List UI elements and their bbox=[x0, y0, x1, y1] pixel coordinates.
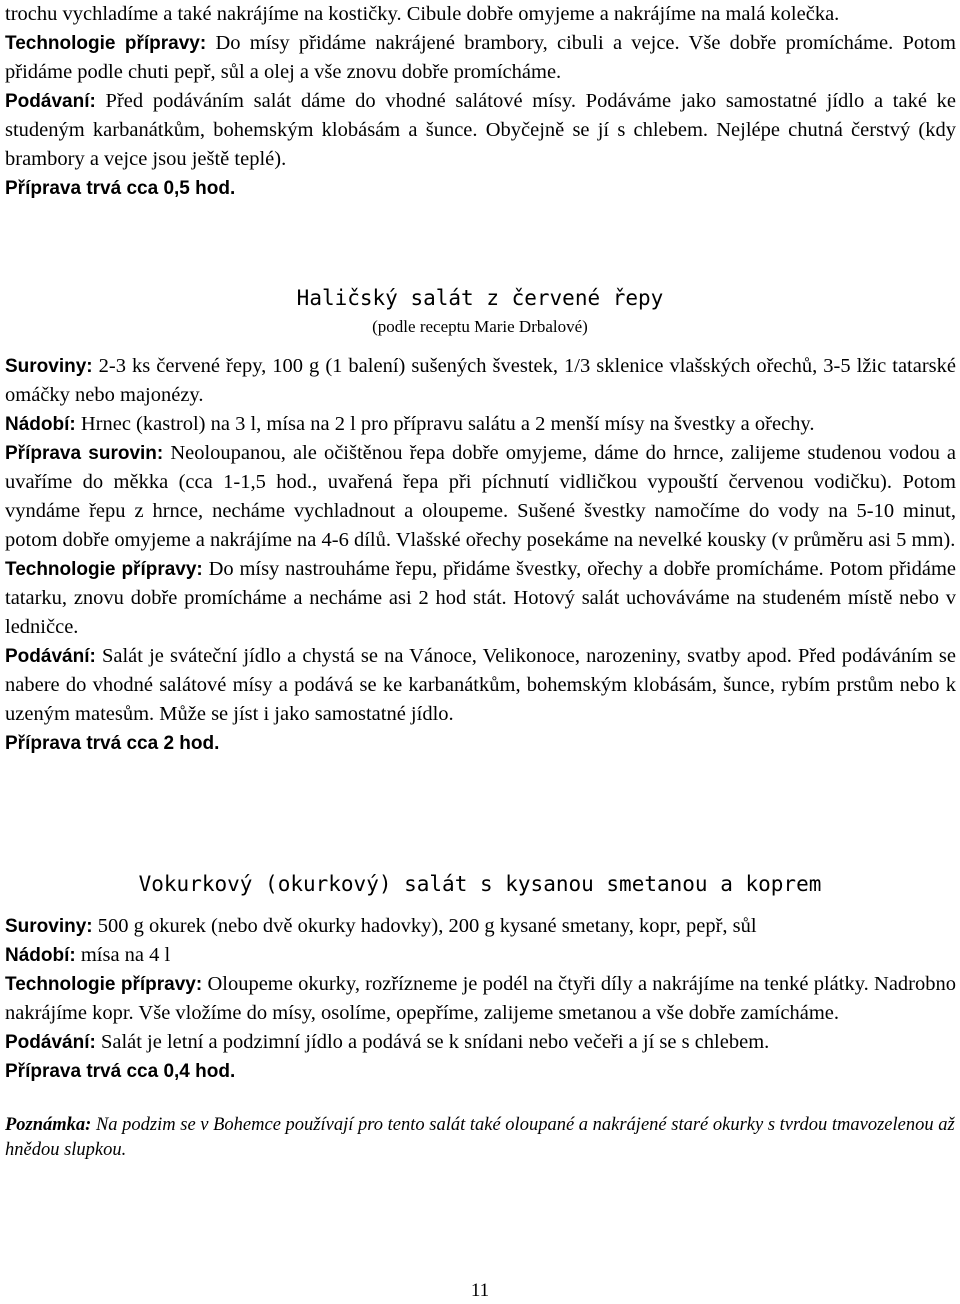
halicsky-technologie-text: Do mísy nastrouháme řepu, přidáme švestky, ořechy a dobře promícháme. Potom přidáme tatarku, znovu dobře promícháme a necháme asi 2 hod stát. Hotový salát uchováváme na studeném místě nebo v ledničce. bbox=[5, 558, 956, 638]
prev-technologie-label: Technologie přípravy: bbox=[5, 33, 207, 54]
halicsky-body bbox=[5, 352, 956, 758]
prev-intro: trochu vychladíme a také nakrájíme na kostičky. Cibule dobře omyjeme a nakrájíme na malá kolečka. Technologie přípravy: Do mísy přidáme nakrájené brambory, cibuli a vejce. Vše dobře promícháme. Potom přidáme podle chuti pepř, sůl a olej a vše znovu dobře promícháme. Podávaní: Před podáváním salát dáme do vhodné salátové mísy. Podáváme jako samostatné jídlo a také ke studeným karbanátkům, bohemským klobásám a šunce. Obyčejně se jí s chlebem. Nejlépe chutná čerstvý (kdy brambory a vejce jsou ještě teplé). Příprava trvá cca 0,5 hod. bbox=[5, 3, 956, 199]
vokurkovy-podavani-text: Salát je letní a podzimní jídlo a podává se k snídani nebo večeři a jí se s chlebem. bbox=[100, 1031, 770, 1053]
page-number: 11 bbox=[470, 1280, 490, 1301]
note-label: Poznámka: bbox=[5, 1115, 92, 1135]
prev-podavani-label: Podávaní: bbox=[5, 91, 96, 112]
halicsky-nadobi-text: Hrnec (kastrol) na 3 l, mísa na 2 l pro přípravu salátu a 2 menší mísy na švestky a ořechy. bbox=[80, 413, 815, 435]
vokurkovy-nadobi-text: mísa na 4 l bbox=[80, 944, 171, 966]
vokurkovy-podavani-label: Podávání: bbox=[5, 1032, 96, 1053]
halicsky-priprava-label: Příprava surovin: bbox=[5, 443, 164, 464]
prev-podavani-text: Před podáváním salát dáme do vhodné salátové mísy. Podáváme jako samostatné jídlo a také ke studeným karbanátkům, bohemským klobásám a šunce. Obyčejně se jí s chlebem. Nejlépe chutná čerstvý (kdy brambory a vejce jsou ještě teplé). bbox=[5, 90, 956, 170]
vokurkovy-suroviny-text: 500 g okurek (nebo dvě okurky hadovky), 200 g kysané smetany, kopr, pepř, sůl bbox=[97, 915, 757, 937]
vokurkovy-time: Příprava trvá cca 0,4 hod. bbox=[5, 1061, 236, 1082]
halicsky-time: Příprava trvá cca 2 hod. bbox=[5, 733, 220, 754]
prev-technologie-text: Do mísy přidáme nakrájené brambory, cibuli a vejce. Vše dobře promícháme. Potom přidáme podle chuti pepř, sůl a olej a vše znovu dobře promícháme. bbox=[5, 32, 956, 83]
vokurkovy-suroviny-label: Suroviny: bbox=[5, 916, 93, 937]
vokurkovy-note bbox=[5, 1113, 956, 1163]
recipe-subtitle-halicsky: (podle receptu Marie Drbalové) bbox=[372, 317, 588, 336]
note-text: Na podzim se v Bohemce používají pro tento salát také oloupané a nakrájené staré okurky s tvrdou tmavozelenou až hnědou slupkou. bbox=[5, 1115, 955, 1160]
vokurkovy-technologie-text: Oloupeme okurky, rozřízneme je podél na čtyři díly a nakrájíme na tenké plátky. Nadrobno nakrájíme kopr. Vše vložíme do mísy, osolíme, opepříme, zalijeme smetanou a vše dobře zamícháme. bbox=[5, 973, 956, 1024]
vokurkovy-technologie-label: Technologie přípravy: bbox=[5, 974, 203, 995]
halicsky-podavani-label: Podávání: bbox=[5, 646, 96, 667]
prev-time: Příprava trvá cca 0,5 hod. bbox=[5, 178, 236, 199]
recipe-title-vokurkovy: Vokurkový (okurkový) salát s kysanou smetanou a koprem bbox=[138, 872, 822, 896]
halicsky-podavani-text: Salát je sváteční jídlo a chystá se na Vánoce, Velikonoce, narozeniny, svatby apod. Před podáváním se nabere do vhodné salátové mísy a podává se ke karbanátkům, bohemským klobásám, šunce, rybím prstům nebo k uzeným matesům. Může se jíst i jako samostatné jídlo. bbox=[5, 645, 956, 725]
halicsky-priprava-text: Neoloupanou, ale očištěnou řepa dobře omyjeme, dáme do hrnce, zalijeme studenou vodou a uvaříme do měkka (cca 1-1,5 hod., uvařená řepa při píchnutí vidličkou vypouští červenou vodičku). Potom vyndáme řepu z hrnce, necháme vychladnout a oloupeme. Sušené švestky namočíme do vody na 5-10 minut, potom dobře omyjeme a nakrájíme na 4-6 dílů. Vlašské ořechy posekáme na nevelké kousky (v průměru asi 5 mm). bbox=[5, 442, 957, 551]
halicsky-suroviny-label: Suroviny: bbox=[5, 356, 93, 377]
halicsky-nadobi-label: Nádobí: bbox=[5, 414, 76, 435]
halicsky-suroviny-text: 2-3 ks červené řepy, 100 g (1 balení) sušených švestek, 1/3 sklenice vlašských ořechů, 3-5 lžic tatarské omáčky nebo majonézy. bbox=[5, 355, 956, 406]
vokurkovy-body bbox=[5, 912, 956, 1086]
recipe-title-halicsky: Haličský salát z červené řepy bbox=[296, 286, 664, 310]
vokurkovy-nadobi-label: Nádobí: bbox=[5, 945, 76, 966]
halicsky-technologie-label: Technologie přípravy: bbox=[5, 559, 203, 580]
